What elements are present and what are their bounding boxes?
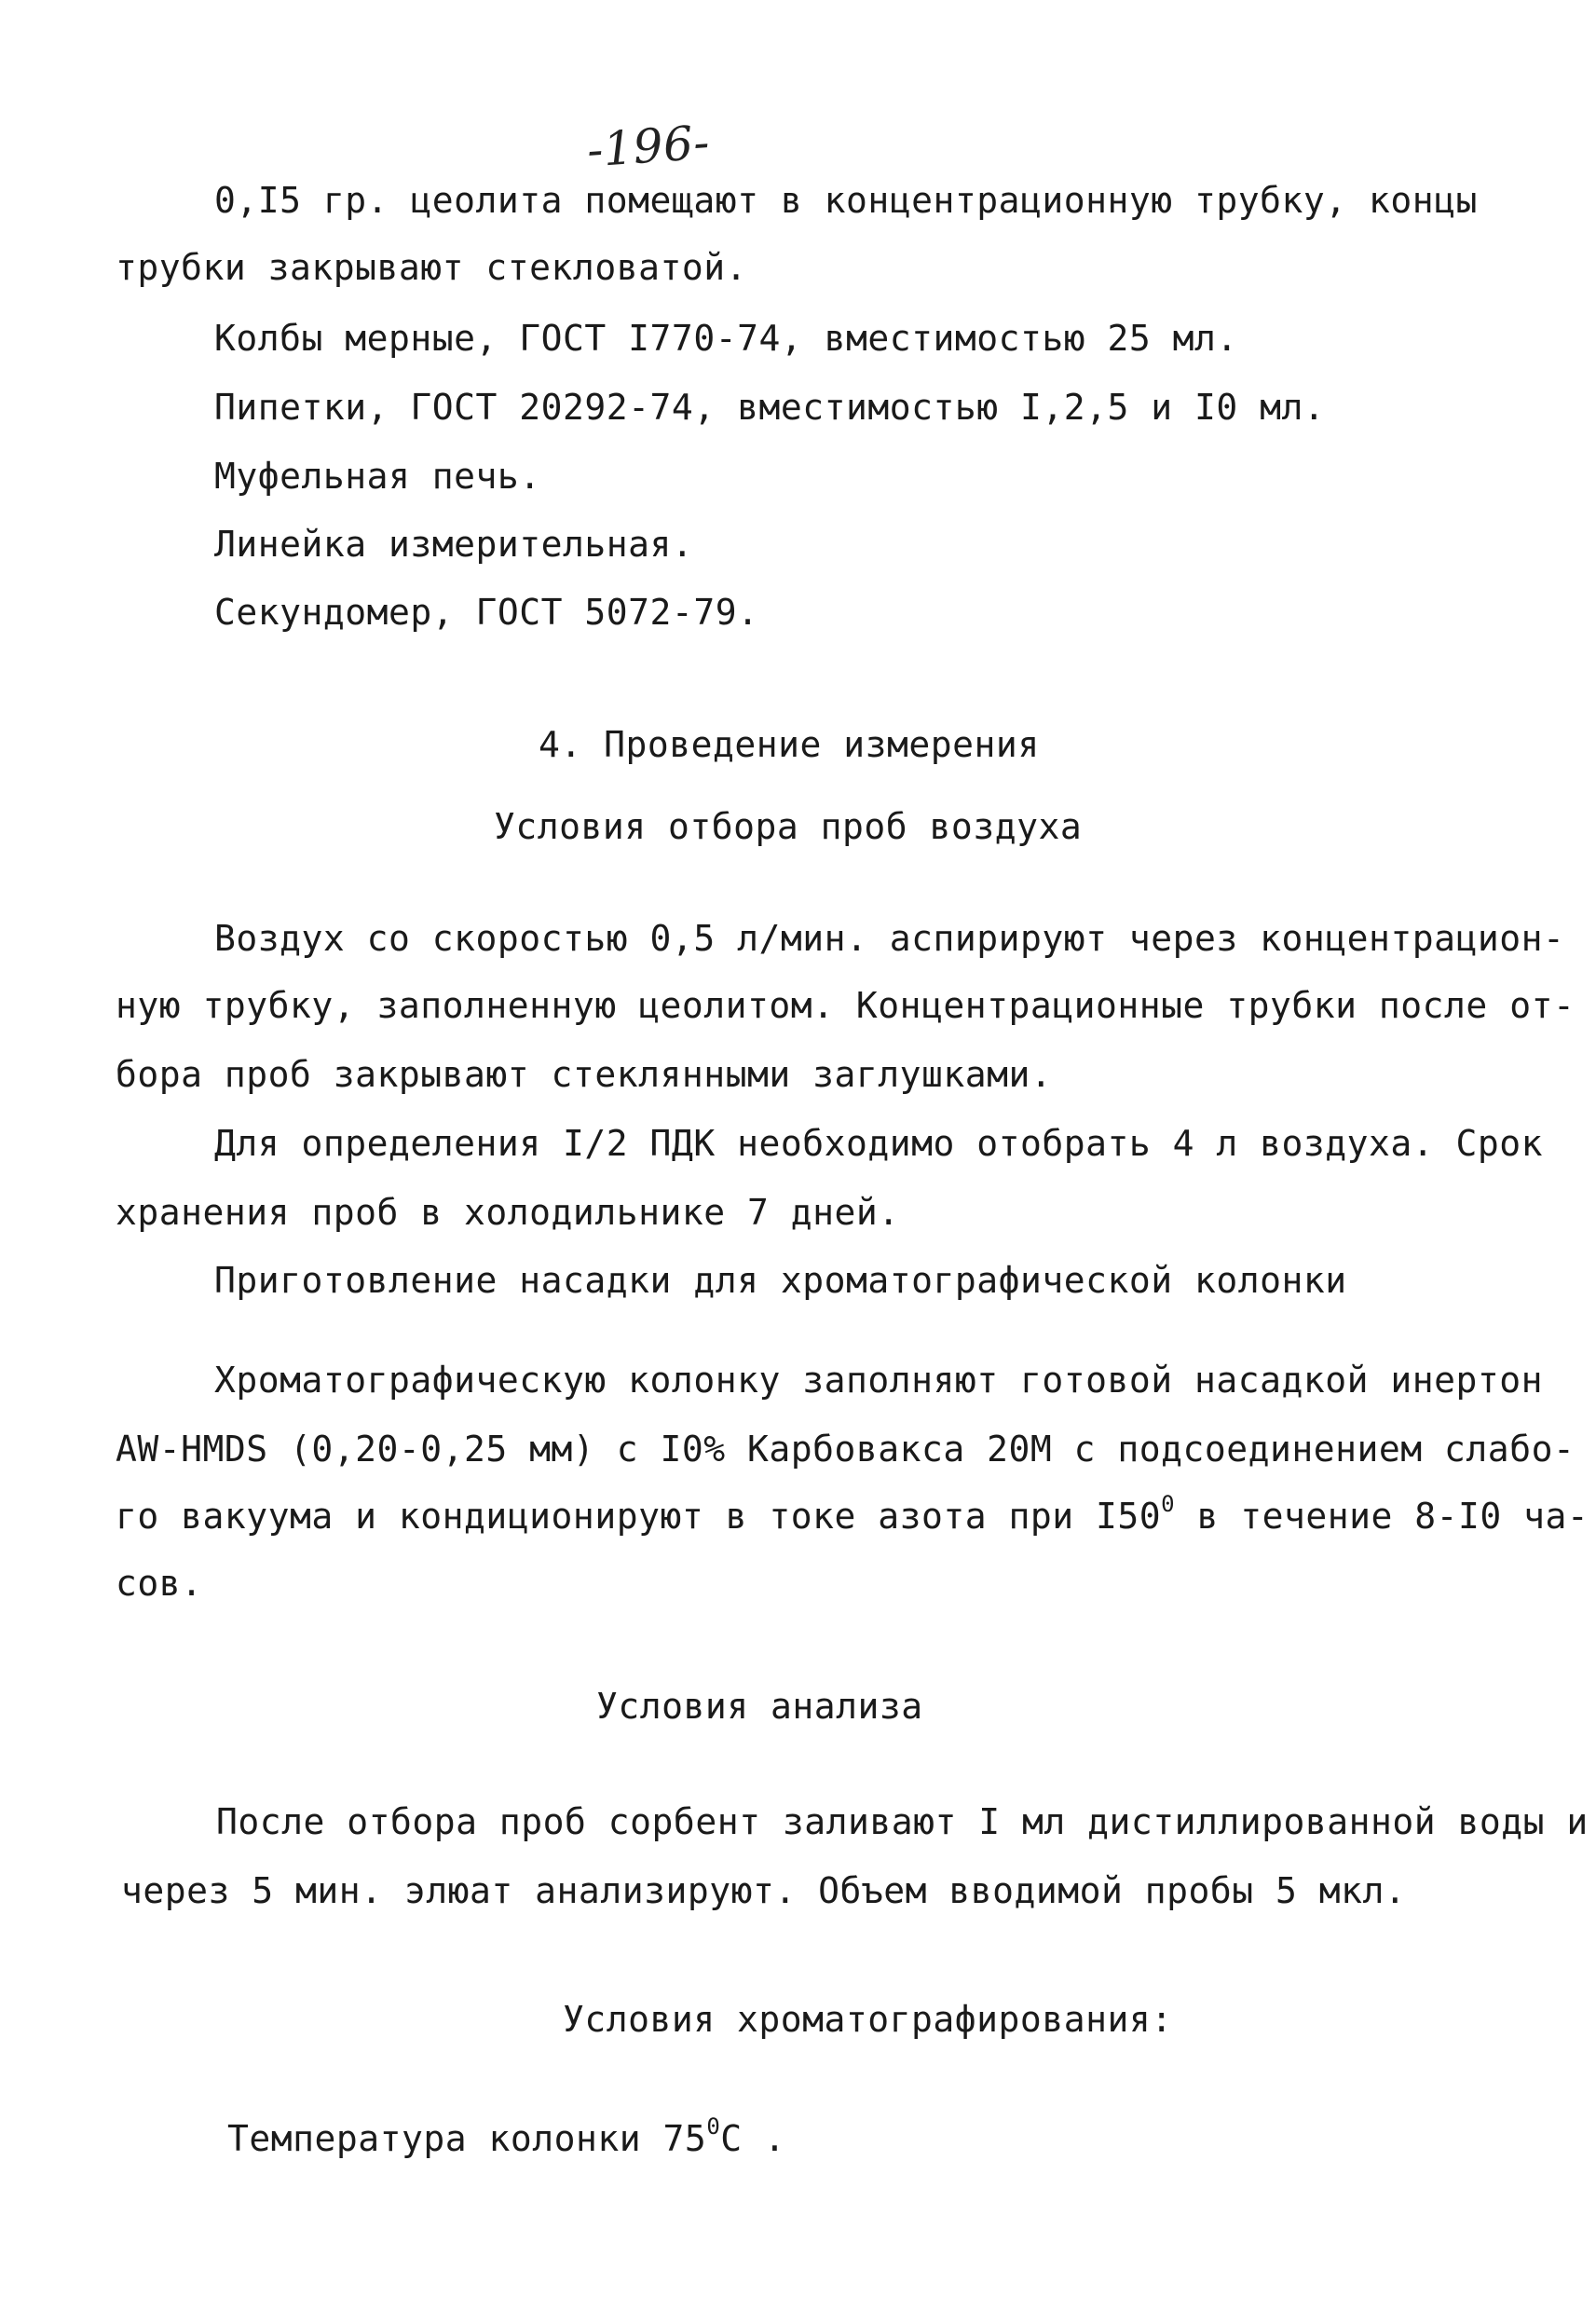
page-number: -196-: [585, 115, 712, 178]
equipment-line-5: Муфельная печь.: [214, 456, 541, 497]
packing-paragraph-line-1: Хроматографическую колонку заполняют готовой насадкой инертон: [214, 1360, 1544, 1401]
analysis-paragraph-line-1: После отбора проб сорбент заливают I мл дистиллированной воды и: [216, 1801, 1589, 1842]
sampling-paragraph-line-3: бора проб закрывают стеклянными заглушками.: [116, 1054, 1053, 1095]
equipment-line-1: 0,I5 гр. цеолита помещают в концентрационную трубку, концы: [214, 180, 1478, 221]
chromatography-title: Условия хроматографирования:: [563, 1999, 1173, 2040]
volume-paragraph-line-1: Для определения I/2 ПДК необходимо отобрать 4 л воздуха. Срок: [214, 1123, 1544, 1164]
equipment-line-4: Пипетки, ГОСТ 20292-74, вместимостью I,2,5 и I0 мл.: [214, 387, 1326, 428]
volume-paragraph-line-2: хранения проб в холодильнике 7 дней.: [116, 1192, 900, 1233]
packing-title: Приготовление насадки для хроматографической колонки: [214, 1260, 1347, 1301]
equipment-line-3: Колбы мерные, ГОСТ I770-74, вместимостью 25 мл.: [214, 318, 1238, 359]
air-sampling-subtitle: Условия отбора проб воздуха: [494, 806, 1083, 847]
equipment-line-7: Секундомер, ГОСТ 5072-79.: [214, 592, 759, 633]
section-4-title: 4. Проведение измерения: [539, 724, 1040, 765]
sampling-paragraph-line-1: Воздух со скоростью 0,5 л/мин. аспирируют через концентрацион-: [214, 918, 1565, 959]
packing-paragraph-line-3: [116, 1491, 1589, 1537]
temperature-unit: С .: [720, 2118, 786, 2159]
packing-line-3-tail: в течение 8-I0 ча-: [1175, 1496, 1589, 1537]
packing-paragraph-line-2: AW-HMDS (0,20-0,25 мм) с I0% Карбовакса 20М с подсоединением слабо-: [116, 1429, 1576, 1470]
column-temperature-line: [227, 2113, 786, 2159]
analysis-title: Условия анализа: [596, 1686, 923, 1727]
packing-paragraph-line-4: сов.: [116, 1563, 203, 1604]
column-temperature-label: Температура колонки 75: [227, 2118, 707, 2159]
degree-superscript: 0: [1161, 1491, 1176, 1517]
sampling-paragraph-line-2: ную трубку, заполненную цеолитом. Концентрационные трубки после от-: [116, 985, 1576, 1026]
equipment-line-2: трубки закрывают стекловатой.: [116, 247, 747, 288]
temperature-degree-superscript: 0: [706, 2113, 721, 2140]
equipment-line-6: Линейка измерительная.: [214, 524, 694, 565]
analysis-paragraph-line-2: через 5 мин. элюат анализируют. Объем вводимой пробы 5 мкл.: [121, 1870, 1407, 1911]
packing-line-3-text: го вакуума и кондиционируют в токе азота при I50: [116, 1496, 1162, 1537]
